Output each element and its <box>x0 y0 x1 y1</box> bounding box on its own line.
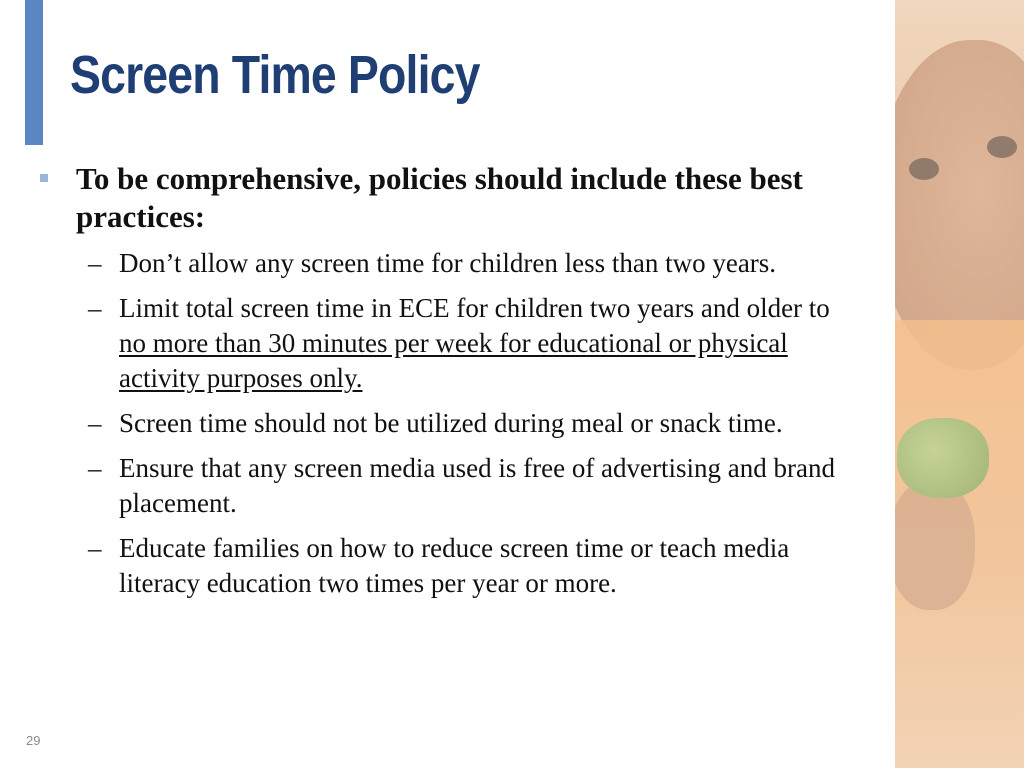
title-accent-bar <box>25 0 43 145</box>
sub-bullet-item <box>36 246 856 281</box>
slide-content <box>36 160 856 611</box>
sub-bullet-list <box>36 246 856 601</box>
dash-bullet-icon: – <box>88 533 102 563</box>
photo-fade-overlay <box>895 0 1024 768</box>
dash-bullet-icon: – <box>88 293 102 323</box>
sub-bullet-underlined-text: no more than 30 minutes per week for educational or physical activity purposes only. <box>119 328 788 393</box>
sub-bullet-text: Don’t allow any screen time for children less than two years. <box>119 248 777 278</box>
sub-bullet-text: Educate families on how to reduce screen time or teach media literacy education two times per year or more. <box>119 533 790 598</box>
dash-bullet-icon: – <box>88 408 102 438</box>
sub-bullet-text: Limit total screen time in ECE for children two years and older to <box>119 293 830 323</box>
sub-bullet-item <box>36 406 856 441</box>
sub-bullet-item <box>36 531 856 601</box>
sub-bullet-text: Screen time should not be utilized during meal or snack time. <box>119 408 783 438</box>
sub-bullet-item <box>36 291 856 396</box>
sub-bullet-text: Ensure that any screen media used is free of advertising and brand placement. <box>119 453 835 518</box>
sub-bullet-item <box>36 451 856 521</box>
main-bullet <box>36 160 856 236</box>
child-eating-broccoli-photo <box>895 0 1024 768</box>
dash-bullet-icon: – <box>88 453 102 483</box>
page-number: 29 <box>26 733 41 748</box>
slide-title: Screen Time Policy <box>70 45 480 105</box>
dash-bullet-icon: – <box>88 248 102 278</box>
main-bullet-text: To be comprehensive, policies should include these best practices: <box>76 161 803 234</box>
square-bullet-icon <box>40 174 48 182</box>
